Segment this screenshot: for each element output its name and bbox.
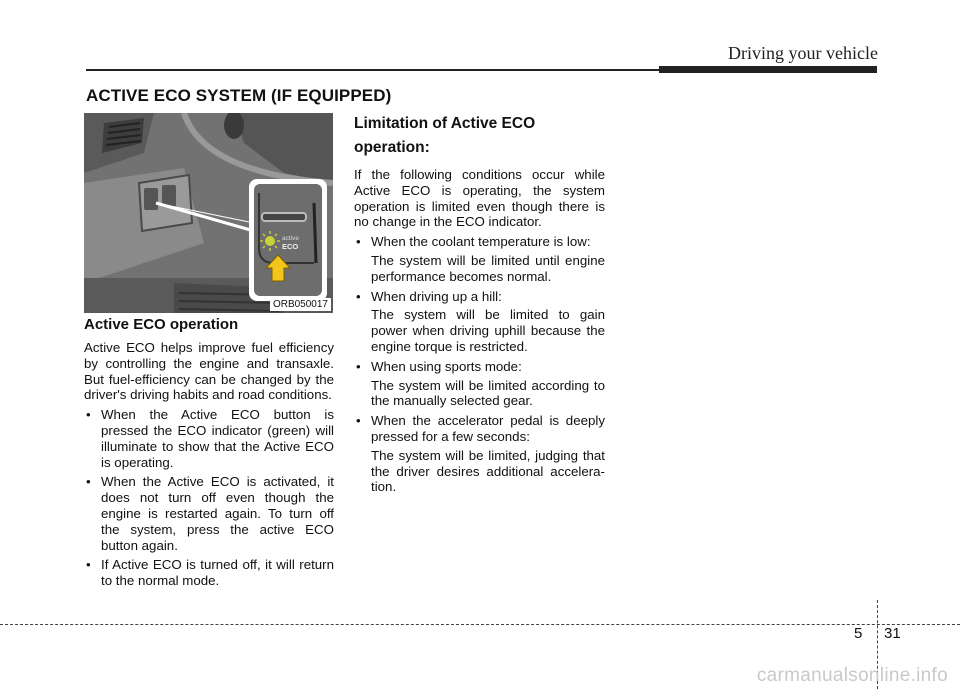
bullet-icon: •: [356, 413, 361, 429]
detail-text: The system will be limited according to the manually selected gear.: [371, 377, 605, 409]
intro-paragraph: Active ECO helps improve fuel efficiency by controlling the engine and transaxle. But fuel-efficiency can be changed by the driver's driving habits and road conditions.: [84, 340, 334, 403]
left-column: [84, 315, 334, 593]
list-item: [84, 474, 334, 553]
list-item: [354, 413, 605, 495]
list-item-text: If Active ECO is turned off, it will return to the normal mode.: [101, 557, 334, 589]
watermark[interactable]: carmanualsonline.info: [756, 665, 948, 686]
header-rule: [86, 69, 661, 71]
intro-paragraph: If the following conditions occur while Active ECO is operating, the system operation is limited even though there is no change in the ECO indicator.: [354, 167, 605, 230]
list-item: [354, 234, 605, 284]
bullet-icon: •: [86, 474, 91, 490]
list-item-text: When the Active ECO is activated, it does not turn off even though the engine is restarted again. To turn off the system, press the active ECO button again.: [101, 474, 334, 553]
detail-text: The system will be limited to gain power when driving uphill because the engine torque is restricted.: [371, 307, 605, 354]
detail-text: The system will be limited until engine performance becomes normal.: [371, 252, 605, 284]
condition-text: When using sports mode:: [371, 358, 522, 374]
chapter-number: 5: [854, 625, 863, 642]
figure-active-eco: [84, 113, 333, 313]
bullet-icon: •: [356, 358, 361, 374]
condition-text: When driving up a hill:: [371, 288, 502, 304]
condition-text: When the coolant temperature is low:: [371, 234, 591, 250]
section-title: ACTIVE ECO SYSTEM (IF EQUIPPED): [86, 86, 392, 105]
operation-list: [84, 407, 334, 589]
bullet-icon: •: [86, 407, 91, 423]
header-rule-accent: [659, 66, 877, 73]
list-item-text: When the Active ECO button is pressed the ECO indicator (green) will illuminate to show that the Active ECO is operating.: [101, 407, 334, 470]
right-column: [354, 112, 605, 499]
bullet-icon: •: [86, 557, 91, 573]
footer-rule: [0, 624, 960, 625]
eco-indicator-icon: [260, 231, 280, 251]
limitation-list: [354, 234, 605, 495]
figure-code: ORB050017: [270, 298, 331, 311]
detail-text: The system will be limited, judging that the driver desires additional accelera-tion.: [371, 447, 605, 495]
button-label-bottom: ECO: [282, 242, 299, 251]
dashboard-illustration: [84, 113, 333, 313]
list-item: [354, 359, 605, 409]
button-label-top: active: [282, 235, 299, 242]
list-item: [354, 289, 605, 355]
section-heading: Active ECO operation: [84, 316, 239, 333]
condition-text: When the accelerator pedal is deeply pressed for a few seconds:: [371, 413, 605, 444]
list-item: [84, 407, 334, 470]
bullet-icon: •: [356, 234, 361, 250]
section-heading: Limitation of Active ECO operation:: [354, 115, 536, 156]
header-title: Driving your vehicle: [728, 43, 878, 63]
list-item: [84, 557, 334, 589]
bullet-icon: •: [356, 288, 361, 304]
page-number: 31: [884, 625, 901, 642]
